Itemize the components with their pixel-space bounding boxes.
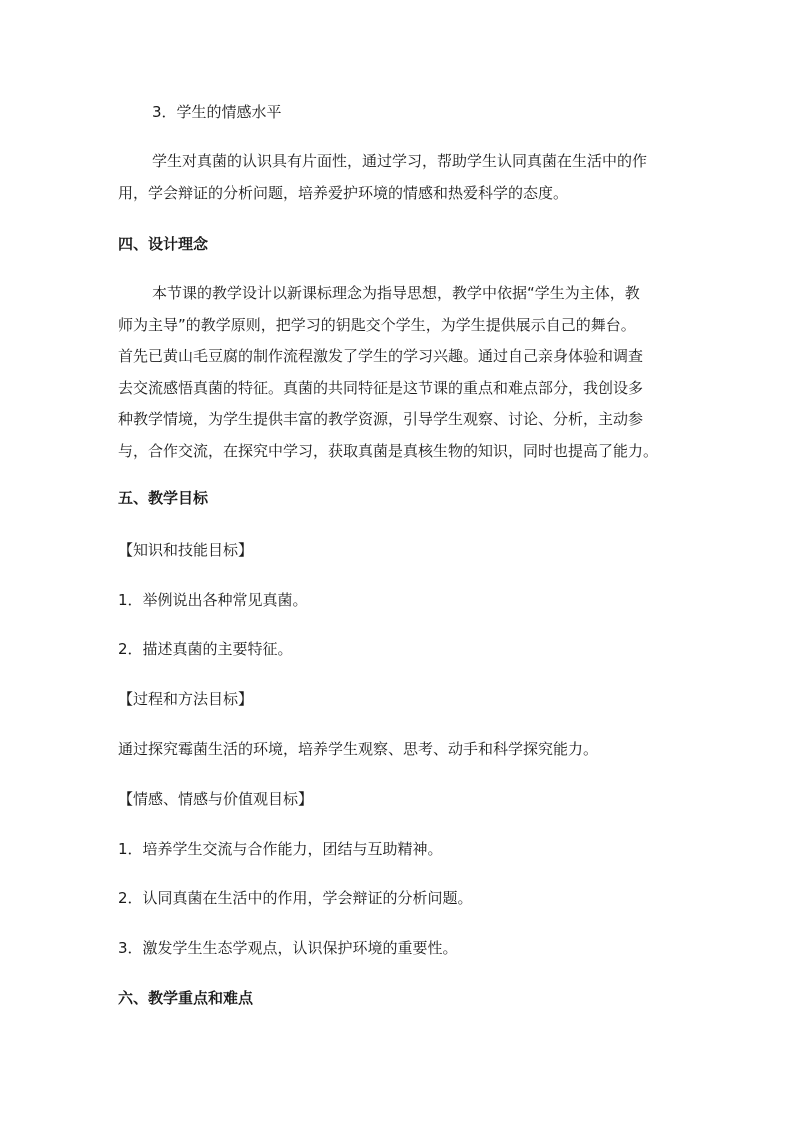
section-heading-design-concept: 四、设计理念 [118, 235, 209, 253]
paragraph-line: 去交流感悟真菌的特征。真菌的共同特征是这节课的重点和难点部分，我创设多 [118, 378, 644, 397]
subsection-title-emotional-level: 3．学生的情感水平 [152, 103, 282, 121]
paragraph-line: 本节课的教学设计以新课标理念为指导思想，教学中依据“学生为主体，教 [152, 284, 640, 302]
paragraph-design-concept [118, 278, 678, 467]
paragraph-line: 用，学会辩证的分析问题，培养爱护环境的情感和热爱科学的态度。 [118, 183, 569, 202]
goal-item: 1．举例说出各种常见真菌。 [118, 591, 308, 609]
goal-item: 2．认同真菌在生活中的作用，学会辩证的分析问题。 [118, 889, 473, 907]
section-heading-teaching-goals: 五、教学目标 [118, 489, 209, 507]
goal-item: 1．培养学生交流与合作能力，团结与互助精神。 [118, 840, 443, 858]
section-heading-key-points: 六、教学重点和难点 [118, 989, 254, 1007]
paragraph-line: 与，合作交流，在探究中学习，获取真菌是真核生物的知识，同时也提高了能力。 [118, 441, 659, 460]
paragraph-emotional-level [118, 146, 678, 209]
goal-category-emotion: 【情感、情感与价值观目标】 [118, 790, 314, 808]
goal-category-knowledge: 【知识和技能目标】 [118, 541, 254, 559]
paragraph-line: 种教学情境，为学生提供丰富的教学资源，引导学生观察、讨论、分析，主动参 [118, 410, 644, 428]
goal-item: 通过探究霉菌生活的环境，培养学生观察、思考、动手和科学探究能力。 [118, 740, 599, 758]
paragraph-line: 学生对真菌的认识具有片面性，通过学习，帮助学生认同真菌在生活中的作 [152, 152, 648, 170]
goal-item: 3．激发学生生态学观点，认识保护环境的重要性。 [118, 939, 458, 957]
goal-category-process: 【过程和方法目标】 [118, 690, 254, 708]
paragraph-line: 首先已黄山毛豆腐的制作流程激发了学生的学习兴趣。通过自己亲身体验和调查 [118, 347, 644, 365]
goal-item: 2．描述真菌的主要特征。 [118, 640, 293, 658]
paragraph-line: 师为主导”的教学原则，把学习的钥匙交个学生，为学生提供展示自己的舞台。 [118, 315, 636, 334]
